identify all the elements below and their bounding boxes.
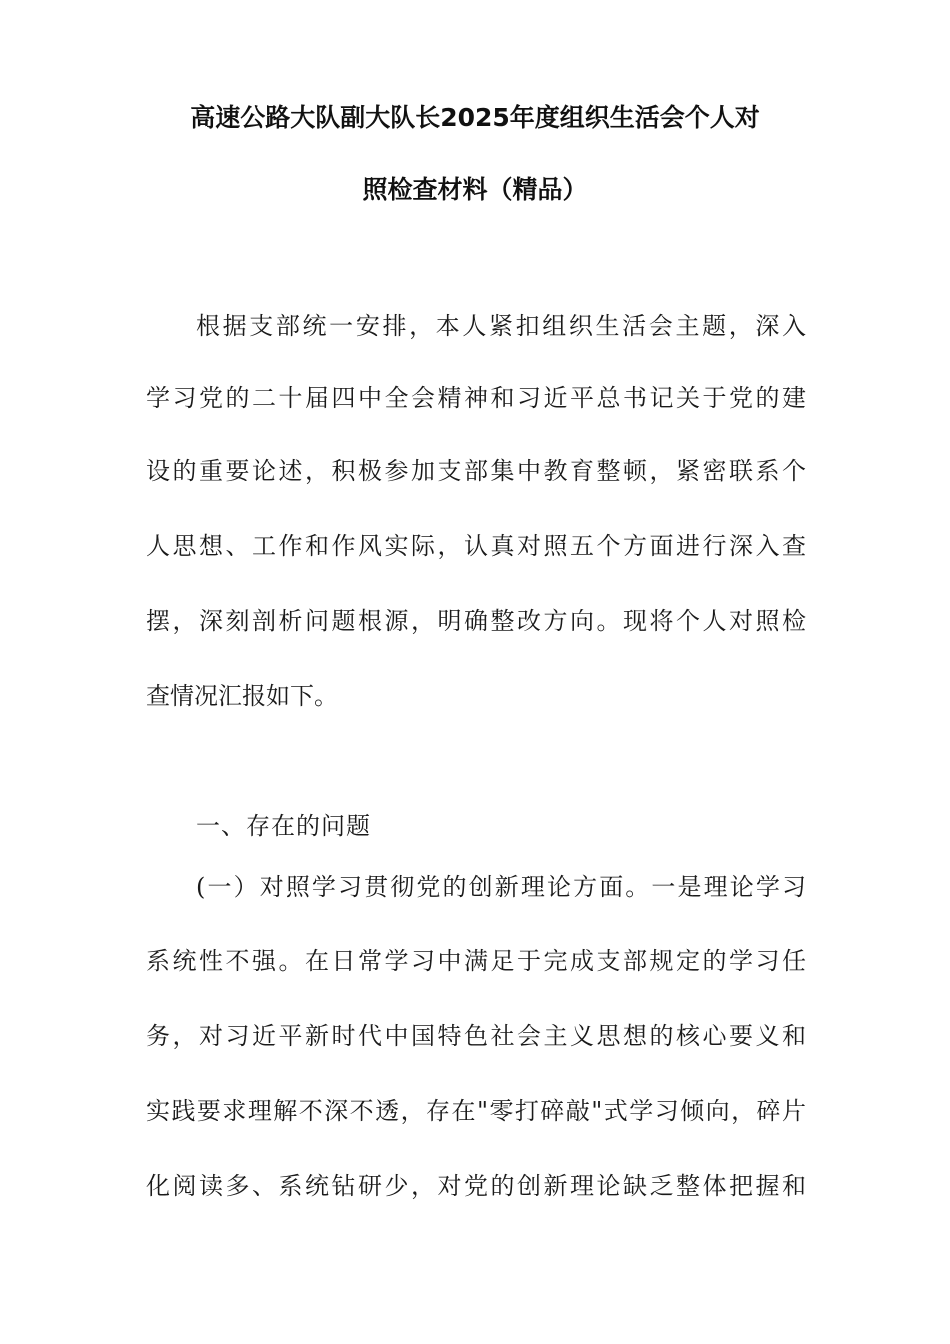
intro-paragraph-line: 根据支部统一安排，本人紧扣组织生活会主题，深入 [196,312,806,340]
intro-paragraph-line: 设的重要论述，积极参加支部集中教育整顿，紧密联系个 [146,457,806,485]
intro-paragraph-line: 查情况汇报如下。 [146,682,338,710]
section-heading: 一、存在的问题 [196,812,371,840]
document-title-line-1: 高速公路大队副大队长2025年度组织生活会个人对 [190,103,760,132]
section-paragraph-line: 务，对习近平新时代中国特色社会主义思想的核心要义和 [146,1022,806,1050]
section-paragraph-line: 系统性不强。在日常学习中满足于完成支部规定的学习任 [146,947,806,975]
section-paragraph-line: (一）对照学习贯彻党的创新理论方面。一是理论学习 [196,873,806,901]
intro-paragraph-line: 学习党的二十届四中全会精神和习近平总书记关于党的建 [146,384,806,412]
section-paragraph-line: 实践要求理解不深不透，存在"零打碎敲"式学习倾向，碎片 [146,1097,806,1125]
intro-paragraph-line: 摆，深刻剖析问题根源，明确整改方向。现将个人对照检 [146,607,806,635]
document-title-line-2: 照检查材料（精品） [362,175,588,204]
intro-paragraph-line: 人思想、工作和作风实际，认真对照五个方面进行深入查 [146,532,806,560]
section-paragraph-line: 化阅读多、系统钻研少，对党的创新理论缺乏整体把握和 [146,1172,806,1200]
